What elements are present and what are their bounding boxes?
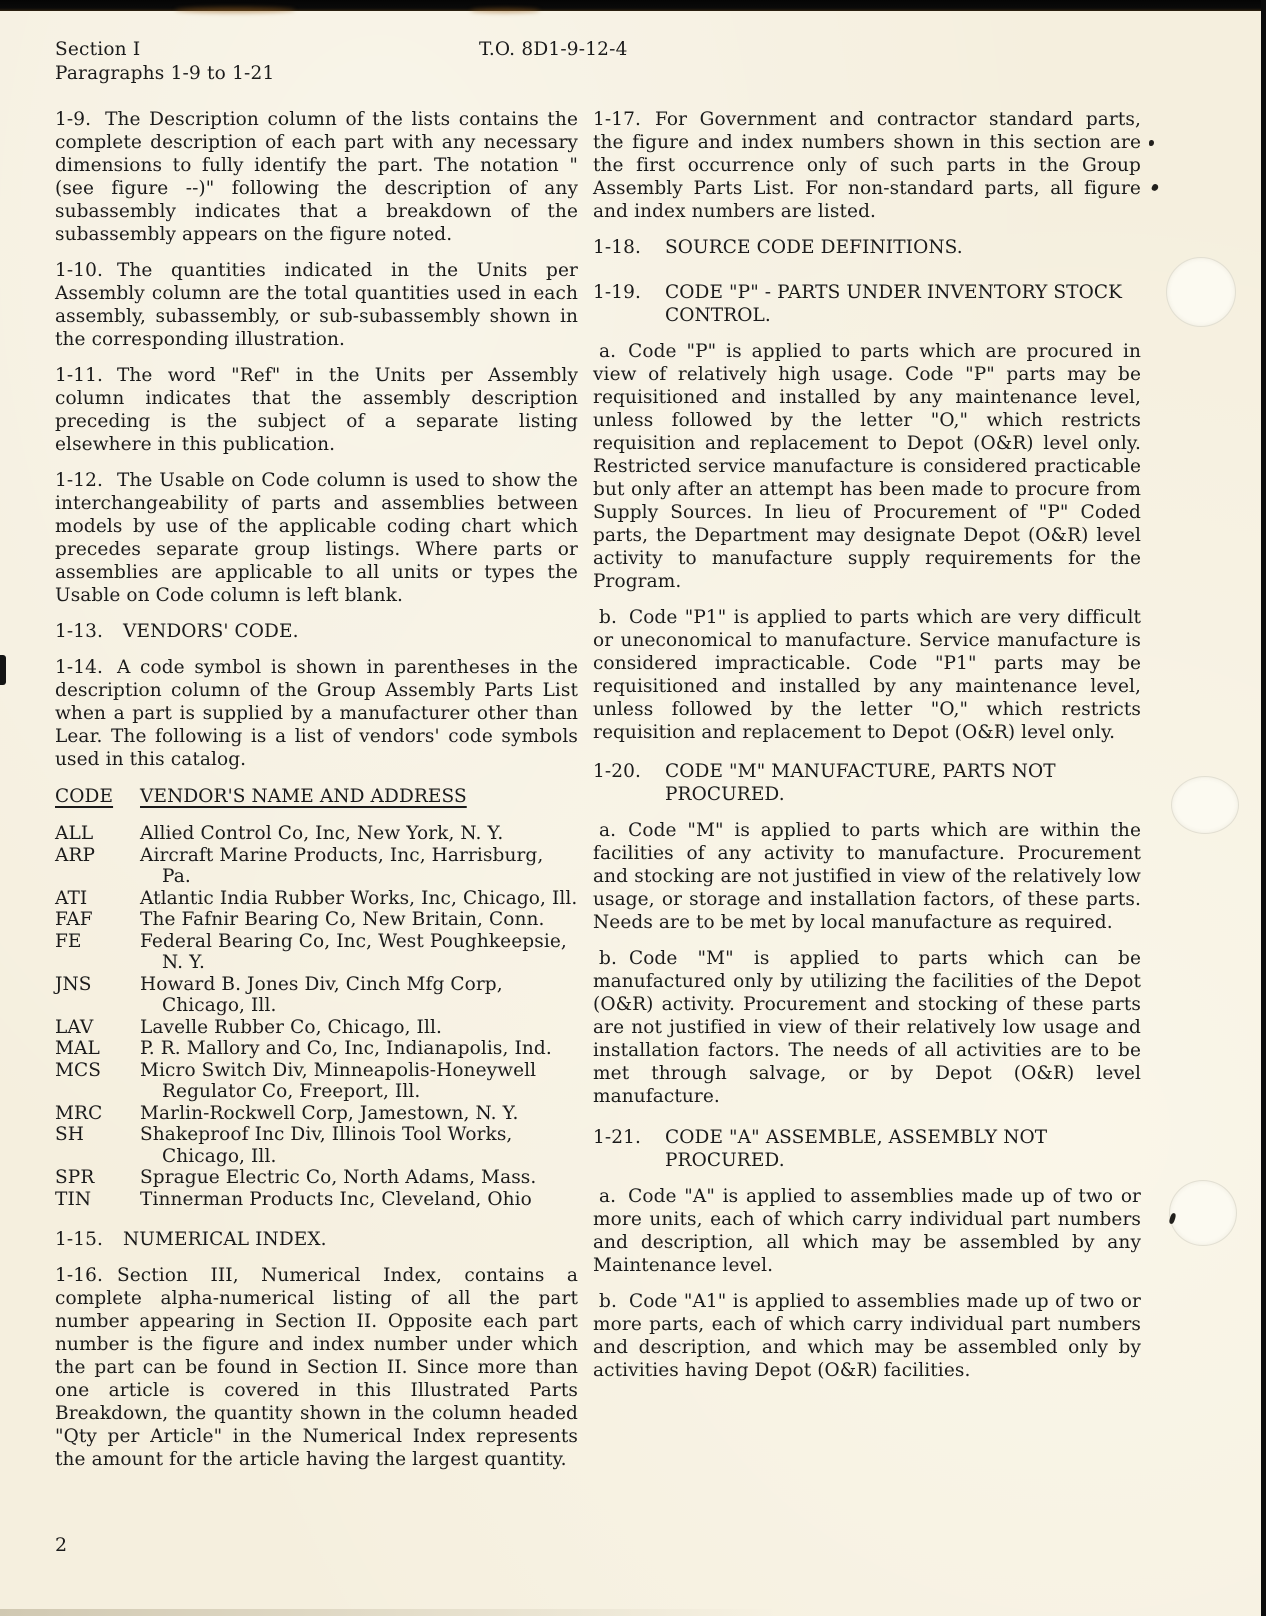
heading-1-18: [593, 236, 1141, 259]
heading-number: 1-18.: [593, 237, 641, 258]
paragraph-number: 1-11.: [55, 365, 103, 386]
scan-mark-left: [0, 655, 6, 685]
vendor-code: ARP: [55, 844, 96, 866]
heading-number: 1-20.: [593, 761, 641, 782]
vendor-row: [55, 909, 578, 931]
vendor-code: MAL: [55, 1038, 100, 1059]
scan-smudge: [175, 7, 295, 13]
heading-1-15: [55, 1228, 578, 1251]
paragraph-letter: a.: [599, 820, 617, 841]
vendor-code-column-header: CODE: [55, 786, 114, 807]
vendor-code: MRC: [55, 1102, 103, 1124]
heading-text: NUMERICAL INDEX.: [123, 1229, 327, 1250]
vendor-row: [55, 823, 578, 845]
paragraph-number: 1-10.: [55, 260, 103, 281]
heading-number: 1-19.: [593, 282, 641, 303]
paragraph-1-20a: [593, 819, 1141, 934]
paragraph-text: For Government and contractor standard parts, the figure and index numbers shown in this section are the first occurrence only of such parts in the Group Assembly Parts List. For non-standard parts, all figure and index numbers are listed.: [593, 109, 1141, 222]
vendor-row: [55, 931, 578, 974]
heading-number: 1-15.: [55, 1229, 103, 1250]
paragraph-letter: a.: [599, 341, 617, 362]
vendor-code: MCS: [55, 1059, 102, 1081]
paragraph-text: Code "M" is applied to parts which can be manufactured only by utilizing the facilities of the Depot (O&R) activity. Procurement and stocking of these parts are not justified in view of their relatively low usage and installation factors. The needs of all activities are to be met through salvage, or by Depot (O&R) level manufacture.: [593, 948, 1141, 1107]
vendor-name: Sprague Electric Co, North Adams, Mass.: [140, 1167, 537, 1188]
paragraph-1-19a: [593, 340, 1141, 593]
technical-order-number: T.O. 8D1-9-12-4: [479, 39, 628, 60]
paragraph-1-20b: [593, 947, 1141, 1108]
vendor-row: [55, 974, 578, 1017]
vendor-row: [55, 1124, 578, 1167]
vendor-code: FAF: [55, 909, 93, 930]
heading-1-20: [593, 760, 1141, 806]
scan-shade-bottom: [0, 1609, 780, 1616]
punch-hole: [1166, 257, 1236, 327]
paragraph-number: 1-12.: [55, 470, 103, 491]
page-header: [55, 38, 1141, 94]
paragraph-number: 1-14.: [55, 657, 103, 678]
paragraph-1-14: [55, 656, 578, 771]
vendor-code: SH: [55, 1124, 85, 1145]
paragraph-text: Code "A" is applied to assemblies made up of two or more units, each of which carry individual part numbers and description, all which may be assembled by any Maintenance level.: [593, 1186, 1141, 1276]
paragraph-1-16: [55, 1264, 578, 1471]
left-column: [55, 108, 578, 1484]
vendor-code: ATI: [55, 887, 88, 909]
paragraph-text: The word "Ref" in the Units per Assembly column indicates that the assembly description preceding is the subject of a separate listing elsewhere in this publication.: [55, 365, 578, 455]
punch-hole: [1169, 1180, 1237, 1246]
heading-text: SOURCE CODE DEFINITIONS.: [665, 237, 963, 258]
paragraph-text: The Usable on Code column is used to show the interchangeability of parts and assemblies between models by use of the applicable coding chart which precedes separate group listings. Where parts or assemblies are applicable to all units or types the Usable on Code column is left blank.: [55, 470, 578, 606]
paragraph-text: Code "A1" is applied to assemblies made up of two or more parts, each of which carry individual part numbers and description, and which may be assembled only by activities having Depot (O&R) facilities.: [593, 1291, 1141, 1381]
page-body: [55, 38, 1141, 1484]
paragraph-text: Section III, Numerical Index, contains a complete alpha-numerical listing of all the part number appearing in Section II. Opposite each part number is the figure and index number under which the part can be found in Section II. Since more than one article is covered in this Illustrated Parts Breakdown, the quantity shown in the column headed "Qty per Article" in the Numerical Index represents the amount for the article having the largest quantity.: [55, 1265, 578, 1470]
section-label: Section I: [55, 39, 141, 60]
vendor-row: [55, 1167, 578, 1189]
paragraph-text: Code "P1" is applied to parts which are very difficult or uneconomical to manufacture. Service manufacture is considered impracticable. Code "P1" parts may be requisitioned and installed by any maintenance level, unless followed by the letter "O," which restricts requisition and replacement to Depot (O&R) level only.: [593, 607, 1141, 743]
vendor-name: Tinnerman Products Inc, Cleveland, Ohio: [140, 1188, 532, 1210]
vendor-table: [55, 785, 578, 1210]
vendor-code: ALL: [55, 823, 94, 844]
vendor-name: Shakeproof Inc Div, Illinois Tool Works, Chicago, Ill.: [140, 1124, 513, 1167]
vendor-name: The Fafnir Bearing Co, New Britain, Conn.: [140, 909, 545, 930]
paragraph-letter: b.: [599, 607, 617, 628]
paragraph-text: A code symbol is shown in parentheses in the description column of the Group Assembly Parts List when a part is supplied by a manufacturer other than Lear. The following is a list of vendors' code symbols used in this catalog.: [55, 657, 578, 770]
vendor-code: JNS: [55, 973, 92, 995]
vendor-name: Lavelle Rubber Co, Chicago, Ill.: [140, 1016, 442, 1038]
vendor-row: [55, 888, 578, 910]
heading-number: 1-21.: [593, 1127, 641, 1148]
vendor-row: [55, 1103, 578, 1125]
vendor-row: [55, 1038, 578, 1060]
scan-speck: [1151, 183, 1159, 192]
vendor-name: Aircraft Marine Products, Inc, Harrisburg, Pa.: [140, 844, 544, 887]
heading-text: CODE "P" - PARTS UNDER INVENTORY STOCK CONTROL.: [665, 282, 1123, 326]
vendor-row: [55, 1060, 578, 1103]
paragraph-text: The Description column of the lists contains the complete description of each part with any necessary dimensions to fully identify the part. The notation "(see figure --)" following the description of any subassembly indicates that a breakdown of the subassembly appears on the figure noted.: [55, 109, 578, 245]
paragraph-letter: b.: [599, 948, 617, 969]
paragraph-1-17: [593, 108, 1141, 223]
scan-speck: [1149, 140, 1154, 146]
paragraph-text: Code "M" is applied to parts which are within the facilities of any activity to manufacture. Procurement and stocking are not justified in view of the relatively low usage, or storage and installation factors, of these parts. Needs are to be met by local manufacture as required.: [593, 820, 1141, 933]
paragraph-1-21b: [593, 1290, 1141, 1382]
heading-1-19: [593, 281, 1141, 327]
scan-edge-right: [1261, 0, 1266, 1616]
punch-hole: [1171, 776, 1239, 834]
paragraph-letter: b.: [599, 1291, 617, 1312]
vendor-row: [55, 1189, 578, 1211]
heading-text: CODE "M" MANUFACTURE, PARTS NOT PROCURED.: [665, 761, 1056, 805]
vendor-name-column-header: VENDOR'S NAME AND ADDRESS: [140, 786, 467, 807]
vendor-name: Howard B. Jones Div, Cinch Mfg Corp, Chicago, Ill.: [140, 973, 503, 1016]
heading-text: VENDORS' CODE.: [123, 621, 299, 642]
paragraph-1-19b: [593, 606, 1141, 744]
heading-text: CODE "A" ASSEMBLE, ASSEMBLY NOT PROCURED.: [665, 1127, 1048, 1171]
vendor-code: SPR: [55, 1167, 95, 1188]
heading-1-13: [55, 620, 578, 643]
vendor-code: TIN: [55, 1188, 92, 1210]
vendor-name: Marlin-Rockwell Corp, Jamestown, N. Y.: [140, 1102, 519, 1124]
paragraph-text: The quantities indicated in the Units per Assembly column are the total quantities used in each assembly, subassembly, or sub-subassembly shown in the corresponding illustration.: [55, 260, 578, 350]
vendor-row: [55, 845, 578, 888]
vendor-name: P. R. Mallory and Co, Inc, Indianapolis, Ind.: [140, 1038, 552, 1059]
vendor-name: Allied Control Co, Inc, New York, N. Y.: [140, 823, 504, 844]
paragraph-letter: a.: [599, 1186, 617, 1207]
paragraph-1-21a: [593, 1185, 1141, 1277]
paragraph-1-12: [55, 469, 578, 607]
paragraph-1-10: [55, 259, 578, 351]
paragraph-number: 1-9.: [55, 109, 92, 130]
vendor-row: [55, 1017, 578, 1039]
heading-1-21: [593, 1126, 1141, 1172]
vendor-code: FE: [55, 930, 82, 952]
heading-number: 1-13.: [55, 621, 103, 642]
scan-smudge: [470, 8, 540, 13]
vendor-name: Federal Bearing Co, Inc, West Poughkeepsie, N. Y.: [140, 930, 567, 973]
paragraph-1-11: [55, 364, 578, 456]
paragraph-text: Code "P" is applied to parts which are procured in view of relatively high usage. Code "P" parts may be requisitioned and installed by any maintenance level, unless followed by the letter "O," which restricts requisition and replacement to Depot (O&R) level only. Restricted service manufacture is considered practicable but only after an attempt has been made to procure from Supply Sources. In lieu of Procurement of "P" Coded parts, the Department may designate Depot (O&R) level activity to manufacture supply requirements for the Program.: [593, 341, 1141, 592]
vendor-table-header: [55, 785, 578, 808]
paragraph-1-9: [55, 108, 578, 246]
paragraph-number: 1-17.: [593, 109, 641, 130]
vendor-name: Atlantic India Rubber Works, Inc, Chicago, Ill.: [140, 887, 578, 909]
vendor-code: LAV: [55, 1016, 94, 1038]
paragraph-range-label: Paragraphs 1-9 to 1-21: [55, 63, 275, 84]
right-column: [593, 108, 1141, 1484]
paragraph-number: 1-16.: [55, 1265, 103, 1286]
vendor-name: Micro Switch Div, Minneapolis-Honeywell Regulator Co, Freeport, Ill.: [140, 1059, 537, 1102]
page-number: 2: [55, 1534, 68, 1556]
